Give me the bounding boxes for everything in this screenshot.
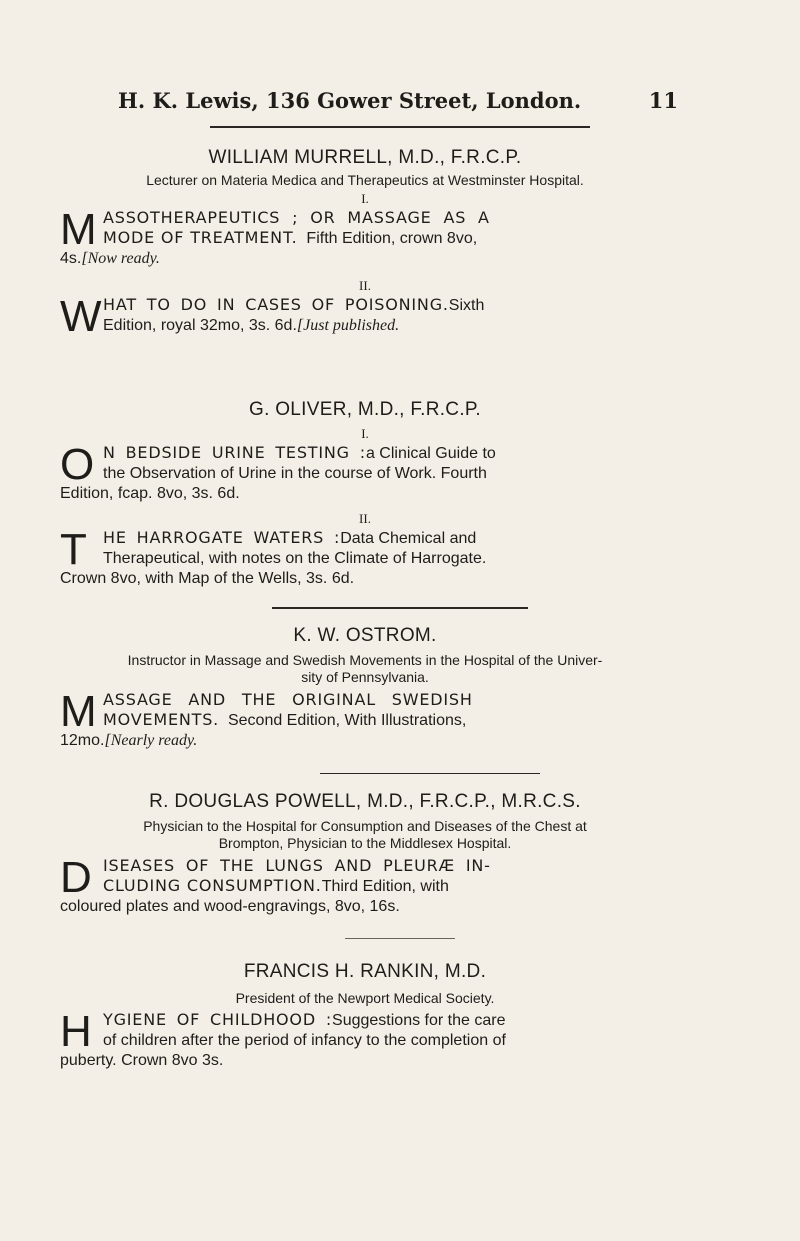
book-entry bbox=[60, 205, 670, 269]
book-title: ISEASES OF THE LUNGS AND PLEURÆ IN- bbox=[103, 856, 491, 875]
book-title: HAT TO DO IN CASES OF POISONING. bbox=[103, 295, 449, 314]
section-rule bbox=[345, 938, 455, 939]
book-details: Data Chemical and bbox=[340, 530, 477, 547]
page-number: 11 bbox=[648, 88, 678, 113]
book-details: Edition, royal 32mo, 3s. 6d. bbox=[103, 317, 297, 334]
drop-cap: M bbox=[60, 687, 97, 736]
book-entry bbox=[60, 687, 670, 751]
entry-number: I. bbox=[361, 426, 369, 441]
book-title: N BEDSIDE URINE TESTING : bbox=[103, 443, 366, 462]
book-details: of children after the period of infancy to the completion of bbox=[103, 1032, 506, 1049]
entry-number: II. bbox=[359, 278, 371, 293]
availability-status: [Nearly ready. bbox=[104, 732, 198, 749]
author-section-murrell bbox=[60, 146, 670, 341]
author-affiliation: Physician to the Hospital for Consumption and Diseases of the Chest at bbox=[143, 818, 587, 834]
author-affiliation: Instructor in Massage and Swedish Movements in the Hospital of the Univer- bbox=[127, 652, 603, 668]
drop-cap: O bbox=[60, 440, 95, 489]
entry-number: II. bbox=[359, 511, 371, 526]
book-entry bbox=[60, 525, 670, 589]
publisher-address: H. K. Lewis, 136 Gower Street, London. bbox=[118, 88, 582, 113]
header-rule bbox=[210, 126, 590, 128]
author-affiliation: President of the Newport Medical Society. bbox=[235, 990, 495, 1006]
book-entry bbox=[60, 440, 670, 504]
author-affiliation-cont: sity of Pennsylvania. bbox=[301, 669, 429, 685]
book-price: Edition, fcap. 8vo, 3s. 6d. bbox=[60, 485, 240, 502]
section-rule bbox=[320, 773, 540, 774]
book-title-cont: MODE OF TREATMENT. bbox=[103, 228, 298, 247]
book-price: Crown 8vo, with Map of the Wells, 3s. 6d. bbox=[60, 570, 355, 587]
availability-status: [Just published. bbox=[296, 317, 400, 334]
book-price: coloured plates and wood-engravings, 8vo, 16s. bbox=[60, 898, 400, 915]
running-header bbox=[118, 88, 678, 118]
author-affiliation-cont: Brompton, Physician to the Middlesex Hospital. bbox=[218, 835, 512, 851]
drop-cap: M bbox=[60, 205, 97, 254]
drop-cap: T bbox=[60, 525, 87, 574]
section-rule bbox=[272, 607, 528, 609]
author-affiliation: Lecturer on Materia Medica and Therapeutics at Westminster Hospital. bbox=[146, 172, 584, 188]
book-details: Third Edition, with bbox=[321, 878, 449, 895]
book-details: Therapeutical, with notes on the Climate of Harrogate. bbox=[103, 550, 487, 567]
book-details: the Observation of Urine in the course of Work. Fourth bbox=[103, 465, 487, 482]
book-title: ASSOTHERAPEUTICS ; OR MASSAGE AS A bbox=[103, 208, 490, 227]
book-details: a Clinical Guide to bbox=[365, 445, 496, 462]
availability-status: [Now ready. bbox=[81, 250, 160, 267]
entry-number: I. bbox=[361, 191, 369, 206]
book-title: HE HARROGATE WATERS : bbox=[103, 528, 341, 547]
author-name: G. OLIVER, M.D., F.R.C.P. bbox=[248, 399, 482, 420]
book-entry bbox=[60, 853, 670, 917]
book-details: Fifth Edition, crown 8vo, bbox=[306, 230, 478, 247]
book-title-cont: CLUDING CONSUMPTION. bbox=[103, 876, 322, 895]
book-title: ASSAGE AND THE ORIGINAL SWEDISH bbox=[103, 690, 473, 709]
drop-cap: W bbox=[60, 292, 102, 341]
author-section-ostrom bbox=[60, 624, 670, 751]
book-entry bbox=[60, 292, 670, 341]
book-details: Sixth bbox=[448, 297, 485, 314]
author-name: FRANCIS H. RANKIN, M.D. bbox=[243, 961, 487, 982]
book-price: puberty. Crown 8vo 3s. bbox=[60, 1052, 224, 1069]
book-entry bbox=[60, 1007, 670, 1071]
book-price: 4s. bbox=[60, 250, 82, 267]
book-title-cont: MOVEMENTS. bbox=[103, 710, 220, 729]
author-section-powell bbox=[60, 790, 670, 917]
book-price: 12mo. bbox=[60, 732, 105, 749]
drop-cap: H bbox=[60, 1007, 92, 1056]
author-name: R. DOUGLAS POWELL, M.D., F.R.C.P., M.R.C.S. bbox=[149, 791, 581, 812]
book-details: Suggestions for the care bbox=[332, 1012, 506, 1029]
author-name: WILLIAM MURRELL, M.D., F.R.C.P. bbox=[208, 147, 522, 168]
book-title: YGIENE OF CHILDHOOD : bbox=[103, 1010, 333, 1029]
author-name: K. W. OSTROM. bbox=[293, 625, 437, 646]
author-section-rankin bbox=[60, 960, 670, 1071]
author-section-oliver bbox=[60, 398, 670, 589]
drop-cap: D bbox=[60, 853, 92, 902]
book-details: Second Edition, With Illustrations, bbox=[227, 712, 467, 729]
